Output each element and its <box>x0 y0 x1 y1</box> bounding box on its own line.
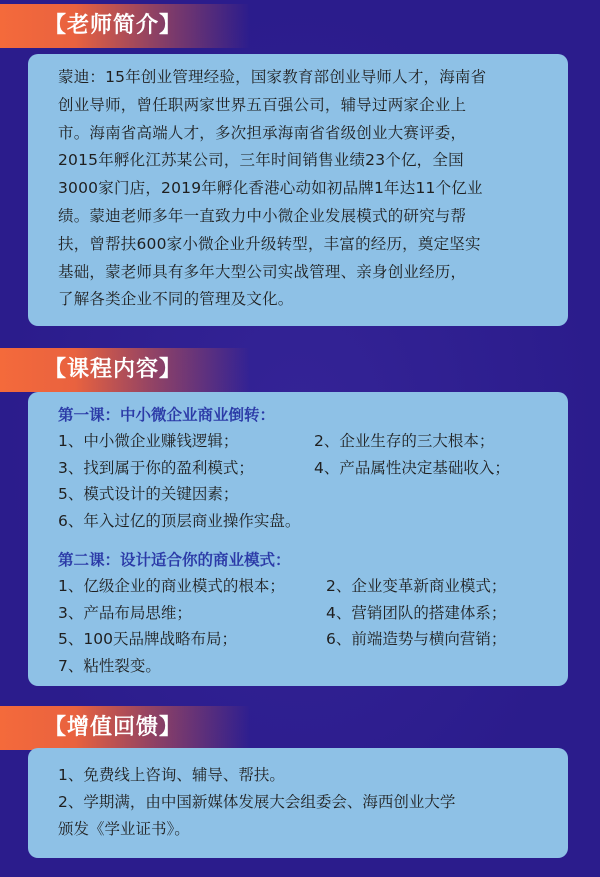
list-item-row <box>58 573 558 600</box>
lesson2-title: 第二课：设计适合你的商业模式： <box>58 551 291 569</box>
bonus-line: 1、免费线上咨询、辅导、帮扶。 <box>58 766 285 784</box>
bio-line: 3000家门店，2019年孵化香港心动如初品牌1年达11个亿业 <box>58 179 483 198</box>
list-item: 3、找到属于你的盈利模式； <box>58 458 254 477</box>
list-item: 7、粘性裂变。 <box>58 656 161 675</box>
list-item: 1、亿级企业的商业模式的根本； <box>58 577 285 595</box>
section-title-bonus: 【增值回馈】 <box>0 706 250 750</box>
list-item-row <box>58 455 558 482</box>
list-item-row <box>58 508 558 535</box>
section-title-course: 【课程内容】 <box>0 348 250 392</box>
list-item-row <box>58 653 558 680</box>
list-item: 2、企业生存的三大根本； <box>314 432 495 450</box>
bio-line: 基础，蒙老师具有多年大型公司实战管理、亲身创业经历， <box>58 262 467 281</box>
bio-line: 创业导师，曾任职两家世界五百强公司，辅导过两家企业上 <box>58 95 467 114</box>
list-item-row <box>58 481 558 508</box>
bonus-line: 2、学期满，由中国新媒体发展大会组委会、海西创业大学 <box>58 793 456 811</box>
list-item: 4、营销团队的搭建体系； <box>326 603 507 622</box>
teacher-bio-card <box>28 54 568 326</box>
list-item: 3、产品布局思维； <box>58 603 192 622</box>
list-item-row <box>58 600 558 627</box>
list-item: 5、100天品牌战略布局； <box>58 630 237 648</box>
list-item: 1、中小微企业赚钱逻辑； <box>58 432 239 450</box>
list-item-row <box>58 626 558 653</box>
list-item: 2、企业变革新商业模式； <box>326 577 507 595</box>
bonus-card <box>28 748 568 858</box>
section-title-teacher: 【老师简介】 <box>0 4 250 48</box>
list-item-row <box>58 428 558 455</box>
bio-line: 扶，曾帮扶600家小微企业升级转型，丰富的经历，奠定坚实 <box>58 234 481 253</box>
list-item: 5、模式设计的关键因素； <box>58 485 239 503</box>
list-item: 4、产品属性决定基础收入； <box>314 458 510 477</box>
lesson1-title: 第一课：中小微企业商业倒转： <box>58 406 276 424</box>
list-item: 6、前端造势与横向营销； <box>326 630 507 648</box>
bio-line: 2015年孵化江苏某公司，三年时间销售业绩23个亿，全国 <box>58 151 464 170</box>
bio-line: 市。海南省高端人才，多次担承海南省省级创业大赛评委， <box>58 123 467 142</box>
bio-line: 了解各类企业不同的管理及文化。 <box>58 290 294 309</box>
bonus-line: 颁发《学业证书》。 <box>58 820 190 838</box>
course-content-card <box>28 392 568 686</box>
bio-line: 绩。蒙迪老师多年一直致力中小微企业发展模式的研究与帮 <box>58 206 467 225</box>
bio-line: 蒙迪：15年创业管理经验，国家教育部创业导师人才，海南省 <box>58 68 487 86</box>
list-item: 6、年入过亿的顶层商业操作实盘。 <box>58 511 301 530</box>
